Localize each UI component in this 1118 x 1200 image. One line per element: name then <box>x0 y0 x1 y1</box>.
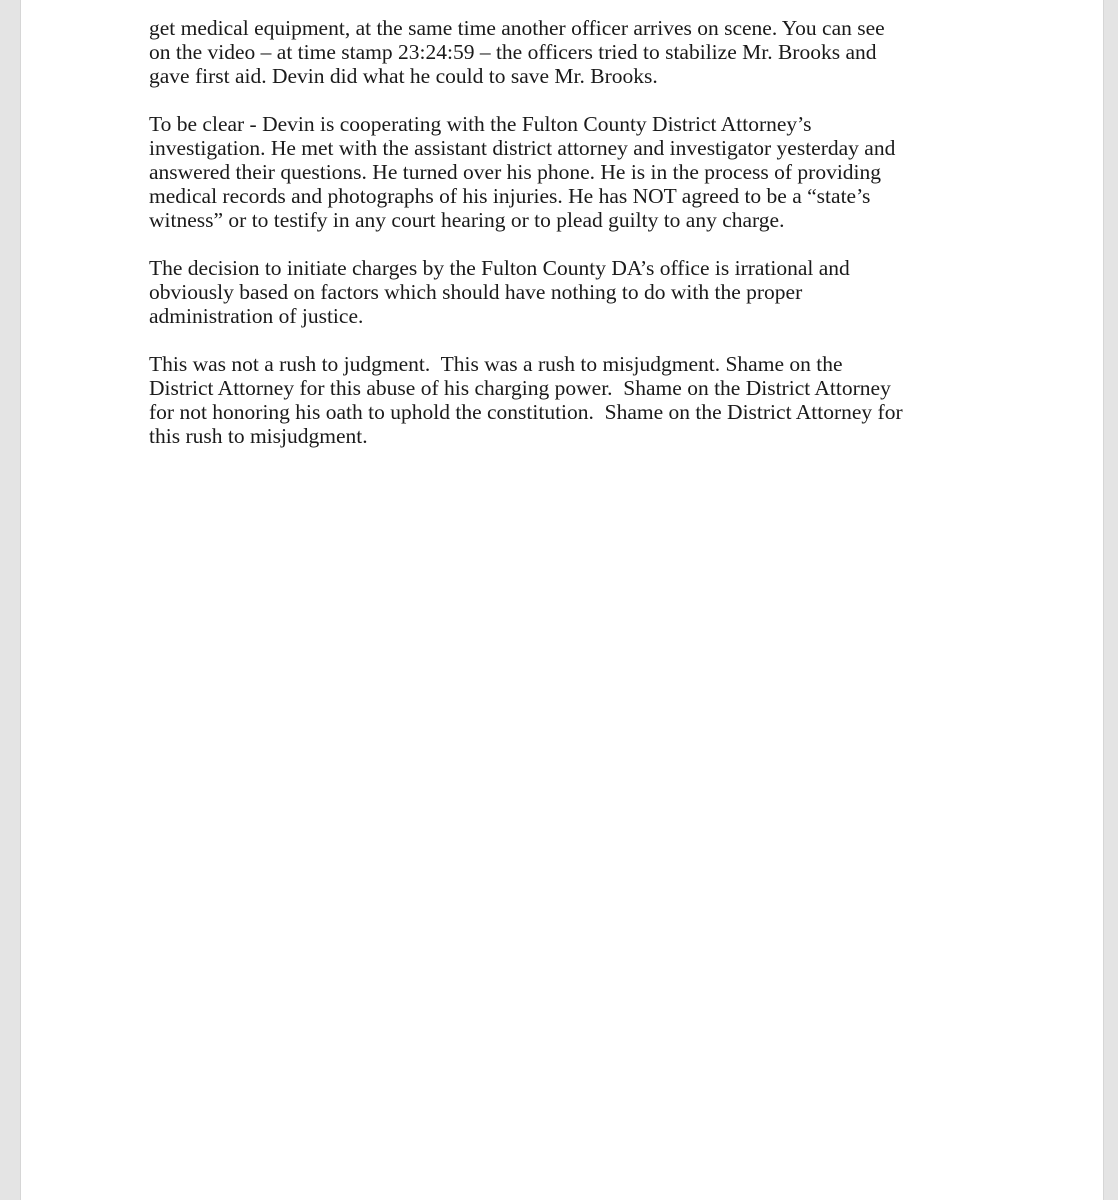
text-line: for not honoring his oath to uphold the constitution. Shame on the District Attorney for <box>149 400 903 424</box>
text-line: medical records and photographs of his injuries. He has NOT agreed to be a “state’s <box>149 184 871 208</box>
page-content <box>149 16 979 472</box>
text-line: administration of justice. <box>149 304 364 328</box>
document-page <box>20 0 1104 1200</box>
text-line: The decision to initiate charges by the Fulton County DA’s office is irrational and <box>149 256 850 280</box>
text-line: gave first aid. Devin did what he could to save Mr. Brooks. <box>149 64 658 88</box>
text-line: witness” or to testify in any court hearing or to plead guilty to any charge. <box>149 208 785 232</box>
paragraph-first-aid <box>149 16 979 88</box>
text-line: obviously based on factors which should have nothing to do with the proper <box>149 280 803 304</box>
text-line: To be clear - Devin is cooperating with the Fulton County District Attorney’s <box>149 112 812 136</box>
text-line: on the video – at time stamp 23:24:59 – the officers tried to stabilize Mr. Brooks and <box>149 40 877 64</box>
text-line: this rush to misjudgment. <box>149 424 368 448</box>
text-line: answered their questions. He turned over his phone. He is in the process of providing <box>149 160 882 184</box>
paragraph-decision <box>149 256 979 328</box>
text-line: This was not a rush to judgment. This was a rush to misjudgment. Shame on the <box>149 352 843 376</box>
text-line: get medical equipment, at the same time another officer arrives on scene. You can see <box>149 16 885 40</box>
paragraph-conclusion <box>149 352 979 448</box>
text-line: investigation. He met with the assistant district attorney and investigator yesterday and <box>149 136 896 160</box>
paragraph-cooperation <box>149 112 979 232</box>
text-line: District Attorney for this abuse of his charging power. Shame on the District Attorney <box>149 376 891 400</box>
